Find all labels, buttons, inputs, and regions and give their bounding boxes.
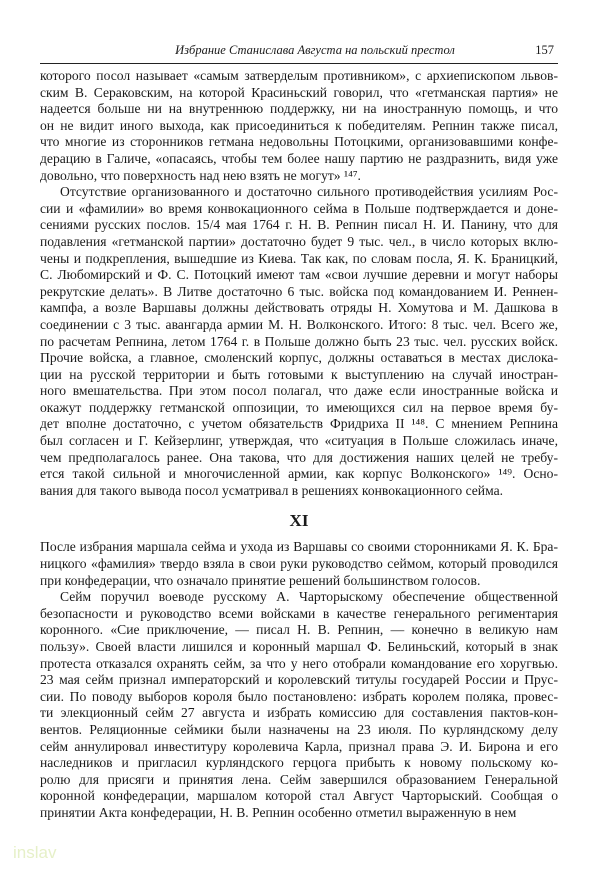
text-line: вания для такого вывода посол усматривал в решениях конвокационного сейма. xyxy=(40,482,504,498)
text-line: коронной конфедерации, маршалом которой стал Август Чарторыский. Сообщая о xyxy=(40,788,558,804)
text-line: чем предполагалось ранее. Она такова, что для достижения наших целей не требу- xyxy=(40,449,558,465)
text-line: довольно, что поверхность над нею взять не могут» ¹⁴⁷. xyxy=(40,167,361,183)
text-line: сии и «фамилии» во время конвокационного сейма в Польше подтверждается и доне- xyxy=(40,200,558,216)
paragraph xyxy=(40,184,558,499)
text-line: которого посол называет «самым затверделым противником», с архиепископом львов- xyxy=(40,68,558,83)
watermark: inslav xyxy=(13,843,57,862)
text-line: подавления «гетманской партии» достаточно будет 9 тыс. чел., в число которых вклю- xyxy=(40,233,558,249)
page-header xyxy=(40,43,558,61)
text-line: ного вмешательства. При этом посол полагал, что даже если иностранные войска и xyxy=(40,383,558,399)
text-line: сейм аннулировал инвеституру королевича Карла, признал права Э. И. Бирона и его xyxy=(40,738,558,754)
text-line: Прочие войска, а главное, смоленский корпус, должны оставаться в местах дислока- xyxy=(40,350,558,366)
text-line: ским В. Сераковским, на которой Красиньский говорил, что «гетманская партия» не xyxy=(40,84,558,100)
text-line: После избрания маршала сейма и ухода из Варшавы со своими сторонниками Я. К. Бра- xyxy=(40,539,558,555)
text-line: по расчетам Репнина, летом 1764 г. в Польше должно быть 23 тыс. чел. русских войск. xyxy=(40,333,558,349)
text-line: дет вполне достаточно, с учетом обязательств Фридриха II ¹⁴⁸. С мнением Репнина xyxy=(40,416,558,432)
text-line: принятии Акта конфедерации, Н. В. Репнин особенно отметил выраженную в нем xyxy=(40,804,517,820)
text-line: ролю для присяги и принятия лена. Сейм завершился образованием Генеральной xyxy=(40,771,558,787)
running-title: Избрание Станислава Августа на польский престол xyxy=(175,43,455,57)
text-line: надеется больше ни на внутреннюю поддержку, ни на иностранную помощь, и что xyxy=(40,101,558,117)
text-line: ти элекционный сейм 27 августа и избрать комиссию для составления пактов-кон- xyxy=(40,705,558,721)
body-text xyxy=(40,68,558,822)
text-line: С. Любомирский и Ф. С. Потоцкий имеют там «свои лучшие деревни и могут наборы xyxy=(40,267,558,283)
paragraph xyxy=(40,539,558,589)
text-line: коронного. «Сие приключение, — писал Н. В. Репнин, — конечно в великую нам xyxy=(40,622,558,638)
text-line: Сейм поручил воеводе русскому А. Чарторыскому обеспечение общественной xyxy=(60,589,558,605)
text-line: при конфедерации, что означало принятие решений большинством голосов. xyxy=(40,572,481,588)
text-line: дерацию в Галиче, «опасаясь, чтобы тем более нашу партию не раздразнить, видя уже xyxy=(40,150,558,166)
text-line: кампфа, а возле Варшавы должны действовать отряды Н. Хомутова и М. Дашкова в xyxy=(40,300,558,316)
paragraph xyxy=(40,68,558,184)
header-rule xyxy=(40,63,558,64)
text-line: безопасности и руководство всеми войсками в качестве генерального региментария xyxy=(40,605,558,621)
text-line: пользу». Своей власти лишился и коронный маршал Ф. Белиньский, который в знак xyxy=(40,639,558,654)
text-line: сии. По поводу выборов короля было постановлено: избрать королем поляка, провес- xyxy=(40,688,558,704)
text-line: был согласен и Г. Кейзерлинг, утверждая, что «ситуация в Польше сложилась иначе, xyxy=(40,433,558,449)
text-line: протеста отказался охранять сейм, за что у него отобрали командование его хоругвью. xyxy=(40,655,558,671)
text-line: ется такой сильной и многочисленной армии, как корпус Волконского» ¹⁴⁹. Осно- xyxy=(40,466,558,482)
text-line: вентов. Реляционные сеймики были назначены на 23 июля. По курляндскому делу xyxy=(40,721,558,737)
text-line: сениями русских послов. 15/4 мая 1764 г. Н. В. Репнин писал Н. И. Панину, что для xyxy=(40,217,558,233)
text-line: что многие из сторонников гетмана недовольны Потоцкими, организовавшими конфе- xyxy=(40,134,558,150)
text-line: ции на русской территории и быть готовыми к выступлению на случай иностран- xyxy=(40,366,558,382)
text-line: соединении с 3 тыс. авангарда армии М. Н. Волконского. Итого: 8 тыс. чел. Всего же, xyxy=(40,316,558,332)
text-line: ницкого «фамилия» твердо взяла в свои руки руководство сеймом, который проводился xyxy=(40,556,558,572)
paragraph xyxy=(40,589,558,821)
text-line: 23 мая сейм признал императорский и королевский титулы государей России и Прус- xyxy=(40,672,558,688)
text-line: окажут поддержку гетманской оппозиции, то имеющихся сил на первое время бу- xyxy=(40,399,558,415)
text-line: чены и подкрепления, вышедшие из Киева. Так как, по словам посла, Я. К. Браницкий, xyxy=(40,250,558,266)
section-heading: XI xyxy=(289,511,309,531)
text-line: наследников и пригласил курляндского герцога прибыть к новому польскому ко- xyxy=(40,755,558,771)
text-line: рекрутские делать». В Литве достаточно 6 тыс. войска под командованием И. Реннен- xyxy=(40,283,558,299)
page-number: 157 xyxy=(535,43,554,57)
text-line: он не видит иного выхода, как присоединиться к победителям. Репнин также писал, xyxy=(40,117,558,133)
text-line: Отсутствие организованного и достаточно сильного противодействия усилиям Рос- xyxy=(60,184,558,200)
